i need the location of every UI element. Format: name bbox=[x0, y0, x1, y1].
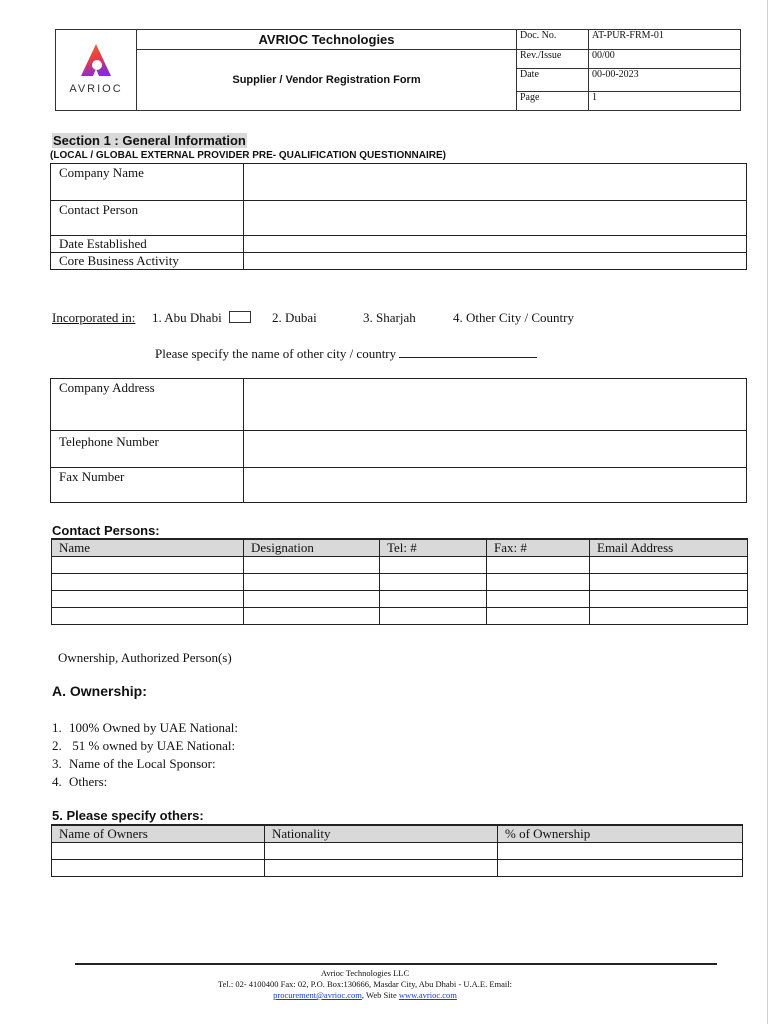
logo-cell bbox=[56, 30, 137, 111]
general-info-table bbox=[50, 163, 747, 270]
telephone-field[interactable] bbox=[244, 431, 747, 468]
ownership-list bbox=[52, 719, 238, 791]
option-abu-dhabi: 1. Abu Dhabi bbox=[152, 310, 222, 325]
table-row bbox=[52, 608, 748, 625]
specify-others-title: 5. Please specify others: bbox=[52, 808, 204, 823]
company-address-field[interactable] bbox=[244, 379, 747, 431]
address-table bbox=[50, 378, 747, 503]
table-header-row bbox=[52, 539, 748, 557]
meta-key: Rev./Issue bbox=[517, 50, 589, 69]
other-city-specify bbox=[155, 345, 537, 362]
option-dubai: 2. Dubai bbox=[272, 310, 317, 325]
table-cell[interactable] bbox=[590, 574, 748, 591]
company-name-field[interactable] bbox=[244, 164, 747, 201]
meta-value: 00-00-2023 bbox=[589, 69, 741, 91]
incorporated-label: Incorporated in: bbox=[52, 310, 136, 325]
meta-value: 00/00 bbox=[589, 50, 741, 69]
table-cell[interactable] bbox=[380, 591, 487, 608]
table-cell[interactable] bbox=[590, 591, 748, 608]
other-city-blank-line[interactable] bbox=[399, 345, 537, 358]
other-city-prompt: Please specify the name of other city / country bbox=[155, 346, 397, 361]
footer bbox=[75, 968, 655, 1001]
list-item: 3. Name of the Local Sponsor: bbox=[52, 756, 216, 771]
column-header: Tel: # bbox=[380, 539, 487, 557]
logo-wordmark: AVRIOC bbox=[69, 83, 123, 95]
table-cell[interactable] bbox=[52, 557, 244, 574]
form-title: Supplier / Vendor Registration Form bbox=[137, 50, 517, 111]
core-business-field[interactable] bbox=[244, 253, 747, 270]
company-address-label: Company Address bbox=[51, 379, 244, 431]
meta-value: 1 bbox=[589, 91, 741, 110]
table-cell[interactable] bbox=[244, 608, 380, 625]
table-row bbox=[52, 557, 748, 574]
fax-label: Fax Number bbox=[51, 468, 244, 503]
footer-email-link[interactable]: procurement@avrioc.com bbox=[273, 990, 362, 1000]
table-row bbox=[52, 860, 743, 877]
document-header bbox=[55, 29, 741, 111]
date-established-field[interactable] bbox=[244, 236, 747, 253]
fax-field[interactable] bbox=[244, 468, 747, 503]
footer-website-link[interactable]: www.avrioc.com bbox=[398, 990, 457, 1000]
company-logo bbox=[69, 43, 122, 95]
column-header: Email Address bbox=[590, 539, 748, 557]
table-cell[interactable] bbox=[52, 860, 265, 877]
ownership-heading: Ownership, Authorized Person(s) bbox=[58, 650, 232, 665]
footer-address: Tel.: 02- 4100400 Fax: 02, P.O. Box:130666, Masdar City, Abu Dhabi - U.A.E. Email: bbox=[218, 979, 512, 989]
column-header: % of Ownership bbox=[498, 825, 743, 843]
table-cell[interactable] bbox=[244, 591, 380, 608]
meta-key: Page bbox=[517, 91, 589, 110]
table-cell[interactable] bbox=[487, 608, 590, 625]
footer-divider bbox=[75, 963, 717, 965]
option-other-city: 4. Other City / Country bbox=[453, 310, 574, 325]
date-established-label: Date Established bbox=[51, 236, 244, 253]
table-cell[interactable] bbox=[52, 574, 244, 591]
meta-value: AT-PUR-FRM-01 bbox=[589, 30, 741, 50]
meta-key: Doc. No. bbox=[517, 30, 589, 50]
table-cell[interactable] bbox=[52, 591, 244, 608]
telephone-label: Telephone Number bbox=[51, 431, 244, 468]
table-cell[interactable] bbox=[498, 860, 743, 877]
column-header: Name of Owners bbox=[52, 825, 265, 843]
footer-company: Avrioc Technologies LLC bbox=[320, 968, 410, 978]
table-cell[interactable] bbox=[498, 843, 743, 860]
table-row bbox=[52, 843, 743, 860]
column-header: Nationality bbox=[265, 825, 498, 843]
contact-person-label: Contact Person bbox=[51, 201, 244, 236]
column-header: Name bbox=[52, 539, 244, 557]
table-cell[interactable] bbox=[590, 608, 748, 625]
meta-key: Date bbox=[517, 69, 589, 91]
table-row bbox=[52, 591, 748, 608]
table-cell[interactable] bbox=[380, 608, 487, 625]
list-item: 1. 100% Owned by UAE National: bbox=[52, 720, 238, 735]
table-row bbox=[52, 574, 748, 591]
avrioc-logo-icon bbox=[80, 43, 112, 77]
footer-web-prefix: , Web Site bbox=[361, 990, 399, 1000]
contact-person-field[interactable] bbox=[244, 201, 747, 236]
footer-contact-line bbox=[75, 990, 655, 1001]
column-header: Designation bbox=[244, 539, 380, 557]
abu-dhabi-checkbox[interactable] bbox=[229, 311, 251, 327]
list-item: 4. Others: bbox=[52, 774, 108, 789]
owners-table bbox=[51, 824, 743, 877]
table-cell[interactable] bbox=[487, 557, 590, 574]
column-header: Fax: # bbox=[487, 539, 590, 557]
ownership-a-title: A. Ownership: bbox=[52, 683, 147, 699]
table-cell[interactable] bbox=[52, 843, 265, 860]
core-business-label: Core Business Activity bbox=[51, 253, 244, 270]
company-name-label: Company Name bbox=[51, 164, 244, 201]
table-cell[interactable] bbox=[487, 591, 590, 608]
table-cell[interactable] bbox=[244, 557, 380, 574]
section-1-title: Section 1 : General Information bbox=[53, 133, 246, 148]
contact-persons-table bbox=[51, 538, 748, 625]
table-header-row bbox=[52, 825, 743, 843]
table-cell[interactable] bbox=[244, 574, 380, 591]
list-item: 2. 51 % owned by UAE National: bbox=[52, 738, 236, 753]
contact-persons-title: Contact Persons: bbox=[52, 523, 160, 538]
table-cell[interactable] bbox=[265, 860, 498, 877]
section-1-subtitle: (LOCAL / GLOBAL EXTERNAL PROVIDER PRE- QUALIFICATION QUESTIONNAIRE) bbox=[50, 150, 446, 161]
table-cell[interactable] bbox=[380, 557, 487, 574]
option-sharjah: 3. Sharjah bbox=[363, 310, 416, 325]
company-name-title: AVRIOC Technologies bbox=[137, 30, 517, 50]
table-cell[interactable] bbox=[265, 843, 498, 860]
table-cell[interactable] bbox=[52, 608, 244, 625]
table-cell[interactable] bbox=[590, 557, 748, 574]
table-cell[interactable] bbox=[487, 574, 590, 591]
table-cell[interactable] bbox=[380, 574, 487, 591]
